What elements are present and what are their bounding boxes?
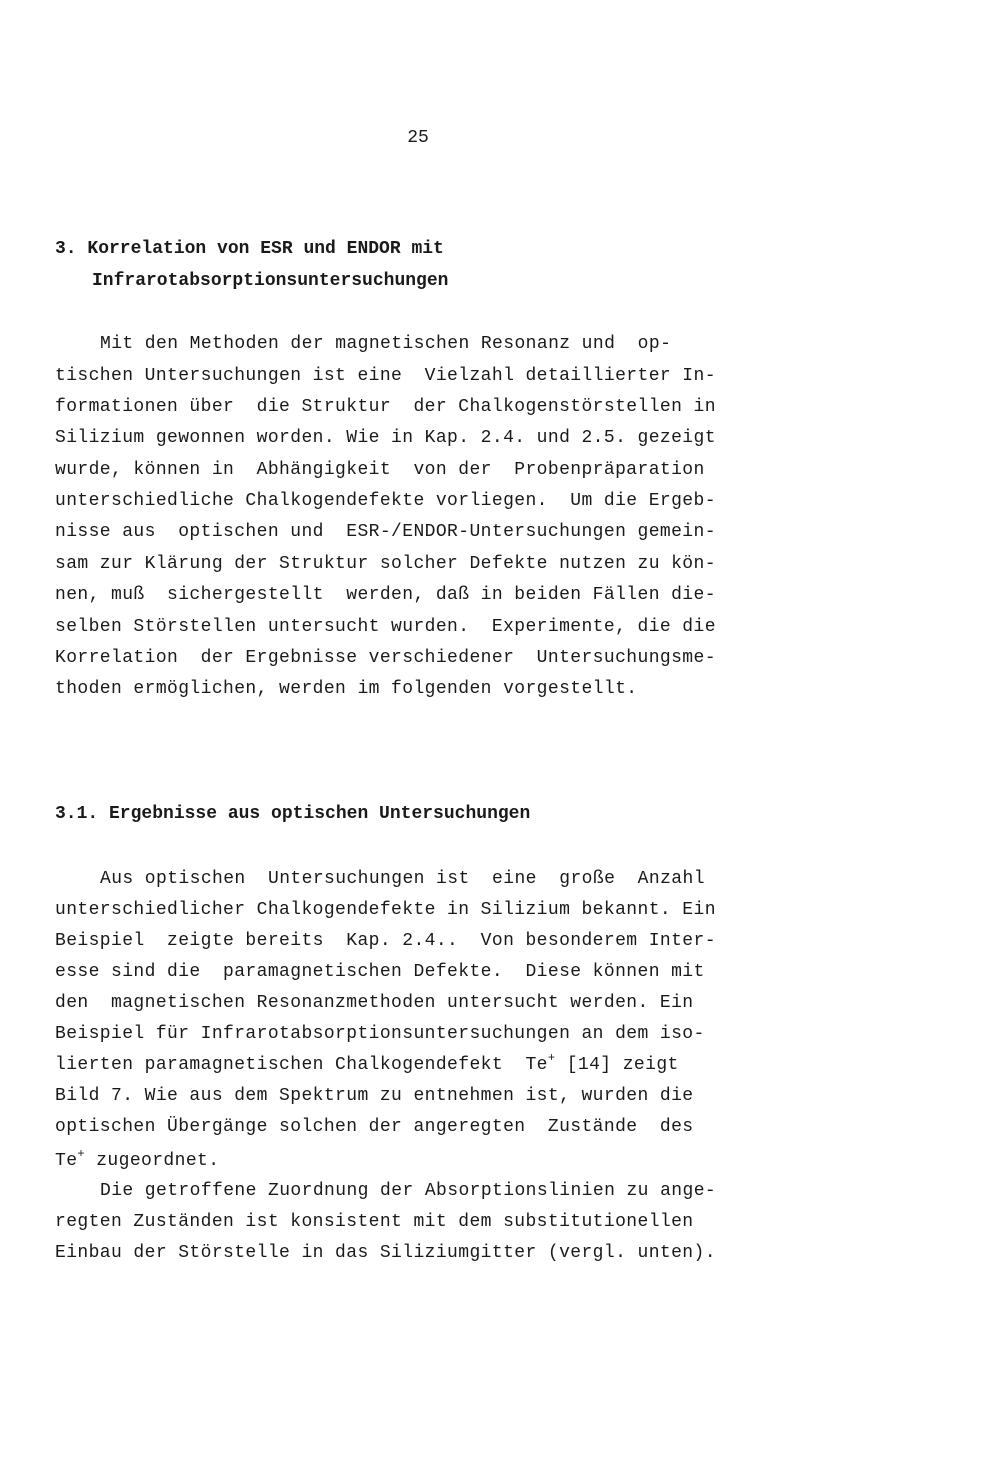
- page-number: 25: [407, 128, 429, 148]
- paragraph-line: nisse aus optischen und ESR-/ENDOR-Untersuchungen gemein-: [55, 522, 716, 542]
- section-3-heading-line1: 3. Korrelation von ESR und ENDOR mit: [55, 239, 444, 259]
- paragraph-line: den magnetischen Resonanzmethoden untersucht werden. Ein: [55, 993, 694, 1013]
- paragraph-line: Bild 7. Wie aus dem Spektrum zu entnehmen ist, wurden die: [55, 1086, 694, 1106]
- paragraph-line-with-superscript: [55, 1051, 679, 1075]
- paragraph-line: Beispiel zeigte bereits Kap. 2.4.. Von besonderem Inter-: [55, 931, 716, 951]
- paragraph-line: selben Störstellen untersucht wurden. Experimente, die die: [55, 617, 716, 637]
- paragraph-line: optischen Übergänge solchen der angeregten Zustände des: [55, 1117, 694, 1137]
- paragraph-line: regten Zuständen ist konsistent mit dem substitutionellen: [55, 1212, 694, 1232]
- superscript-plus: +: [77, 1147, 86, 1161]
- paragraph-line: sam zur Klärung der Struktur solcher Defekte nutzen zu kön-: [55, 554, 716, 574]
- line-suffix: zugeordnet.: [85, 1151, 220, 1171]
- paragraph-line: wurde, können in Abhängigkeit von der Probenpräparation: [55, 460, 705, 480]
- paragraph-line: Silizium gewonnen worden. Wie in Kap. 2.4. und 2.5. gezeigt: [55, 428, 716, 448]
- paragraph-line: Einbau der Störstelle in das Siliziumgitter (vergl. unten).: [55, 1243, 716, 1263]
- paragraph-line: unterschiedlicher Chalkogendefekte in Silizium bekannt. Ein: [55, 900, 716, 920]
- paragraph-line: Korrelation der Ergebnisse verschiedener Untersuchungsme-: [55, 648, 716, 668]
- paragraph-line: tischen Untersuchungen ist eine Vielzahl detaillierter In-: [55, 366, 716, 386]
- paragraph-line: Aus optischen Untersuchungen ist eine große Anzahl: [100, 869, 705, 889]
- paragraph-line-with-superscript: [55, 1147, 220, 1171]
- line-text: lierten paramagnetischen Chalkogendefekt Te: [55, 1055, 548, 1075]
- line-text: Te: [55, 1151, 78, 1171]
- line-suffix: [14] zeigt: [555, 1055, 679, 1075]
- paragraph-line: formationen über die Struktur der Chalkogenstörstellen in: [55, 397, 716, 417]
- superscript-plus: +: [547, 1051, 556, 1065]
- paragraph-line: esse sind die paramagnetischen Defekte. Diese können mit: [55, 962, 705, 982]
- paragraph-line: unterschiedliche Chalkogendefekte vorliegen. Um die Ergeb-: [55, 491, 716, 511]
- section-3-heading-line2: Infrarotabsorptionsuntersuchungen: [92, 271, 449, 291]
- paragraph-line: Mit den Methoden der magnetischen Resonanz und op-: [100, 334, 672, 354]
- section-3-1-heading: 3.1. Ergebnisse aus optischen Untersuchungen: [55, 804, 531, 824]
- paragraph-line: nen, muß sichergestellt werden, daß in beiden Fällen die-: [55, 585, 716, 605]
- paragraph-line: Beispiel für Infrarotabsorptionsuntersuchungen an dem iso-: [55, 1024, 705, 1044]
- paragraph-line: thoden ermöglichen, werden im folgenden vorgestellt.: [55, 679, 638, 699]
- paragraph-line: Die getroffene Zuordnung der Absorptionslinien zu ange-: [100, 1181, 717, 1201]
